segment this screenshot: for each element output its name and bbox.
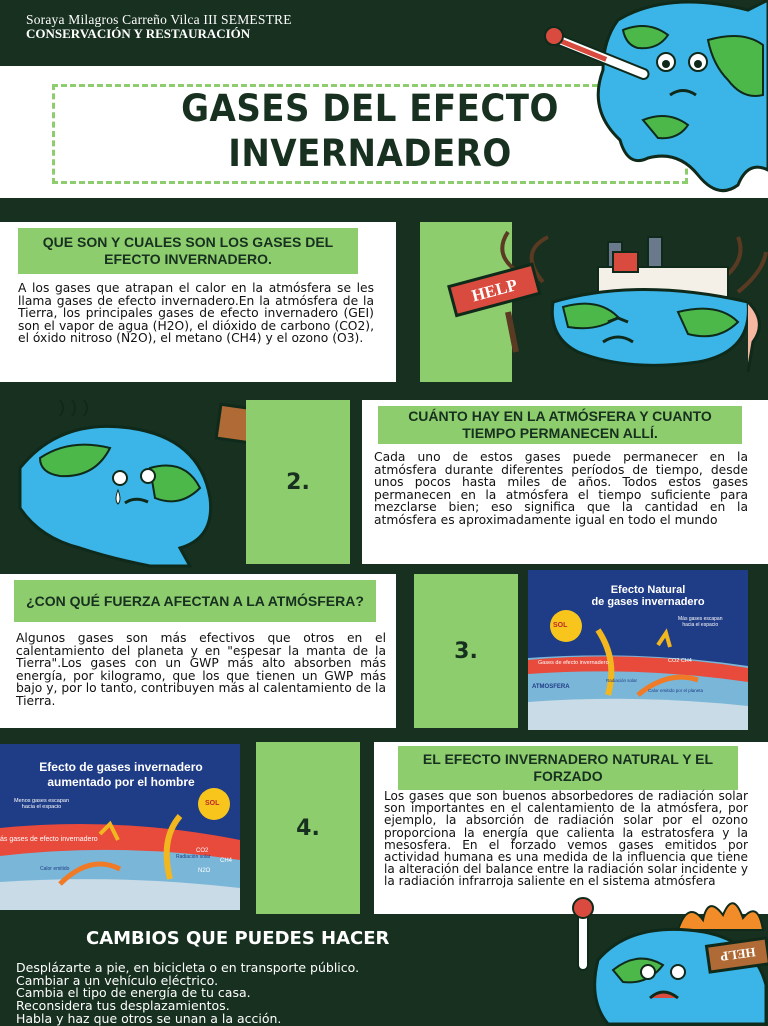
natural-escape-line-1: Más gases escapan	[678, 616, 723, 622]
earth-factory-help-sign-icon	[448, 222, 768, 382]
natural-title-line-2: de gases invernadero	[591, 596, 705, 608]
forced-title-line-1: Efecto de gases invernadero	[39, 760, 203, 774]
list-item: Reconsidera tus desplazamientos.	[16, 998, 230, 1014]
course-name: CONSERVACIÓN Y RESTAURACIÓN	[26, 26, 251, 41]
forced-effect-diagram	[0, 744, 240, 910]
section-3-heading: ¿CON QUÉ FUERZA AFECTAN A LA ATMÓSFERA?	[14, 580, 376, 622]
sad-earth-thermometer-icon	[548, 0, 768, 200]
forced-radiation-label: Radiación solar	[176, 854, 211, 860]
forced-heat-label: Calor emitido	[40, 866, 70, 872]
section-3-text: Algunos gases son más efectivos que otros en el calentamiento del planeta y en "espesar la manta de la Tierra".Los gases con un GWP más alto absorben más energía, por kilogramo, que los que tienen un GWP más bajo y, por lo tanto, contribuyen más al calentamiento de la Tierra.	[16, 631, 386, 708]
natural-heat-label: Calor emitido por el planeta	[648, 688, 704, 693]
melting-earth-fire-icon	[568, 890, 768, 1024]
help-sign-1-text: HELP	[469, 275, 520, 306]
forced-gas-1: CO2	[196, 848, 209, 854]
section-3-number: 3.	[414, 574, 518, 728]
natural-layer-label: Gases de efecto invernadero	[538, 660, 609, 666]
natural-atmosphere-label: ATMOSFERA	[532, 684, 570, 690]
natural-escape-line-2: hacia el espacio	[682, 622, 719, 628]
forced-sun-label: SOL	[205, 800, 220, 807]
natural-sun-label: SOL	[553, 622, 568, 629]
forced-gas-2: CH4	[220, 858, 233, 864]
section-2-heading: CUÁNTO HAY EN LA ATMÓSFERA Y CUANTO TIEMPO PERMANECEN ALLÍ.	[378, 406, 742, 444]
author-line: Soraya Milagros Carreño Vilca III SEMESTRE	[26, 12, 292, 27]
title-line-2: INVERNADERO	[228, 132, 512, 175]
list-item: Cambia el tipo de energía de tu casa.	[16, 985, 251, 1001]
natural-effect-diagram	[528, 570, 748, 730]
natural-title-line-1: Efecto Natural	[610, 584, 686, 596]
section-1-text: A los gases que atrapan el calor en la atmósfera se les llama gases de efecto invernadero.En la atmósfera de la Tierra, los principales gases de efecto invernadero (GEI) son el vapor de agua (H2O), el dióxido de carbono (CO2), el óxido nitroso (N2O), el metano (CH4) y el ozono (O3).	[18, 281, 374, 346]
forced-gas-3: N2O	[198, 868, 211, 874]
forced-layer-label: ás gases de efecto invernadero	[0, 836, 98, 843]
section-4-number: 4.	[256, 742, 360, 914]
list-item: Desplázarte a pie, en bicicleta o en transporte público.	[16, 960, 360, 975]
crying-earth-help-sign-icon	[0, 398, 268, 566]
section-4-heading: EL EFECTO INVERNADERO NATURAL Y EL FORZADO	[398, 746, 738, 790]
section-2-text: Cada uno de estos gases puede permanecer en la atmósfera durante diferentes períodos de tiempo, desde unos pocos hasta miles de años. Todos estos gases permanecen en la atmósfera el tiempo suficiente para mezclarse bien; eso significa que la cantidad en la atmósfera es aproximadamente igual en todo el mundo	[374, 450, 748, 527]
list-item: Cambiar a un vehículo eléctrico.	[16, 972, 219, 988]
title-line-1: GASES DEL EFECTO	[181, 87, 559, 130]
help-sign-3-text: HELP	[719, 944, 757, 965]
list-item: Habla y haz que otros se unan a la acción.	[16, 1010, 282, 1026]
section-2-number: 2.	[246, 400, 350, 564]
forced-escape-line-2: hacia el espacio	[21, 804, 62, 810]
natural-radiation-label: Radiación solar	[606, 678, 638, 683]
forced-title-line-2: aumentado por el hombre	[47, 775, 195, 789]
section-1-heading: QUE SON Y CUALES SON LOS GASES DEL EFECTO INVERNADERO.	[18, 228, 358, 274]
section-4-text: Los gases que son buenos absorbedores de radiación solar son importantes en el calentamiento de la atmósfera, por ejemplo, la absorción de radiación solar por el ozono proporciona la energía que calienta la estratosfera y la mesosfera. En el forzado vemos gases emitidos por actividad humana es una medida de la influencia que tiene la alteración del balance entre la radiación solar incidente y la radiación infrarroja saliente en el sistema atmósfera	[384, 789, 748, 889]
natural-gases-label: CO2 CH4	[668, 658, 692, 664]
cambios-list	[16, 962, 359, 1026]
cambios-title: CAMBIOS QUE PUEDES HACER	[86, 928, 390, 949]
forced-escape-line-1: Menos gases escapan	[14, 798, 70, 804]
